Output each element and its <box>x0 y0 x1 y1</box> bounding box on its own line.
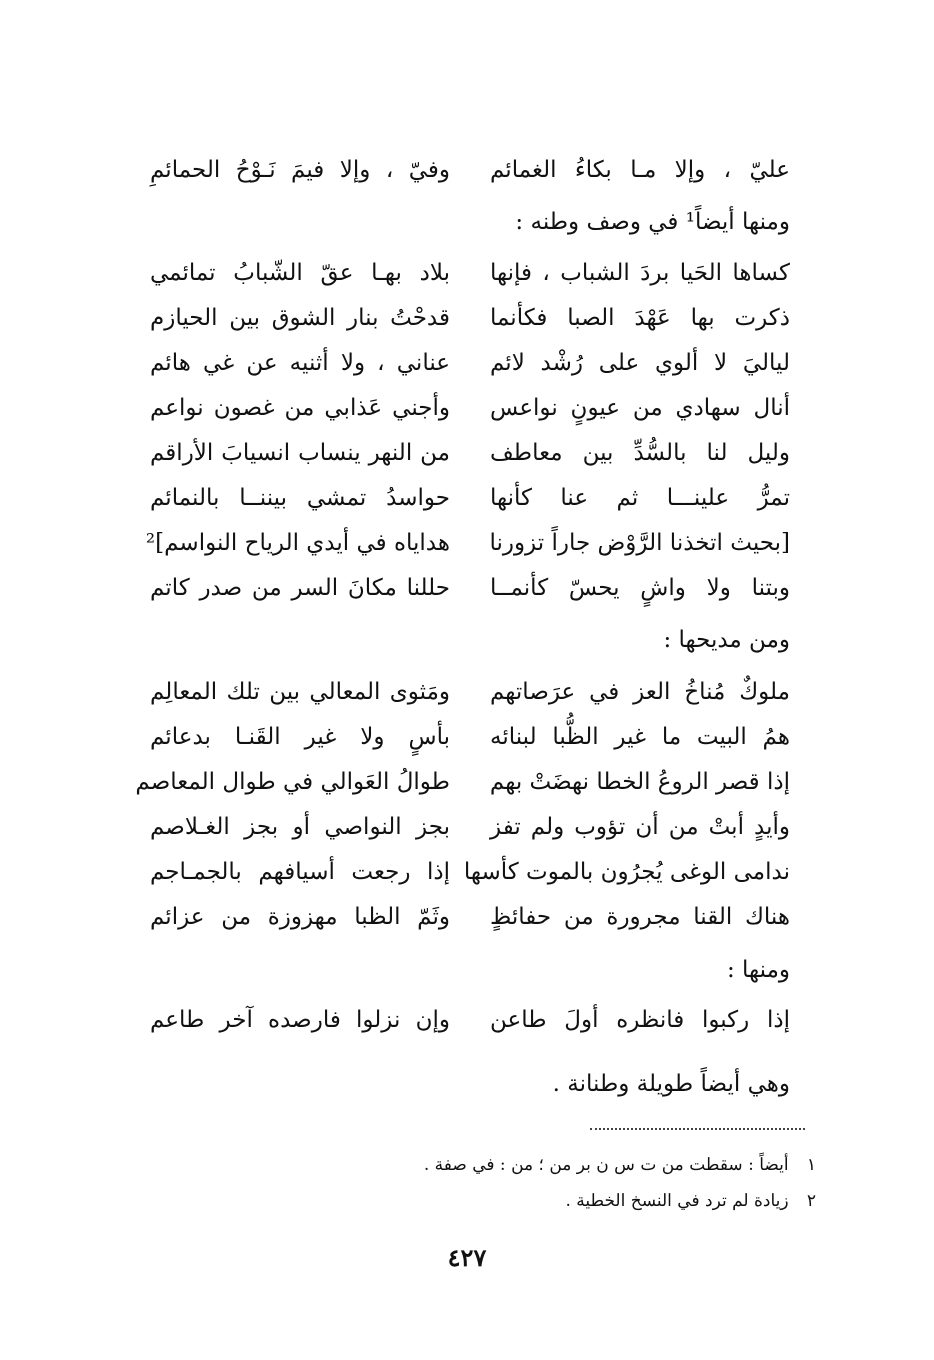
verse-line <box>135 760 790 804</box>
verse-second-hemistich: وثَمّ الظبا مهزوزة من عزائم <box>150 904 450 930</box>
verse-line <box>150 895 790 939</box>
verse-first-hemistich: عليّ ، وإلا مـا بكاءُ الغمائم <box>490 157 790 183</box>
verse-line <box>150 296 790 340</box>
verse-second-hemistich: عناني ، ولا أثنيه عن غي هائم <box>150 350 450 376</box>
verse-first-hemistich: هناك القنا مجرورة من حفائظٍ <box>490 904 790 930</box>
closing-text: وهي أيضاً طويلة وطنانة . <box>552 1071 790 1097</box>
page-number: ٤٢٧ <box>447 1243 487 1272</box>
verse-line <box>150 715 790 759</box>
verse-line <box>145 521 790 565</box>
intro-text: ومن مديحها : <box>663 627 790 653</box>
footnote-number: ١ <box>806 1155 816 1175</box>
prose-line <box>150 200 790 244</box>
verse-second-hemistich: بلاد بهـا عقّ الشّبابُ تمائمي <box>150 260 450 286</box>
footnote-separator <box>590 1128 805 1130</box>
verse-second-hemistich: من النهر ينساب انسيابَ الأراقم <box>150 440 450 466</box>
footnote-text: زيادة لم ترد في النسخ الخطية . <box>565 1191 789 1211</box>
verse-line <box>150 431 790 475</box>
verse-first-hemistich: إذا قصر الروعُ الخطا نهضَتْ بهم <box>489 769 790 795</box>
verse-second-hemistich: حواسدُ تمشي بيننــا بالنمائم <box>150 485 450 511</box>
verse-first-hemistich: همُ البيت ما غير الظُّبا لبنائه <box>490 724 790 750</box>
verse-first-hemistich: وبتنا ولا واشٍ يحسّ كأنمــا <box>490 575 790 601</box>
verse-first-hemistich: وأيدٍ أبتْ من أن تؤوب ولم تفز <box>490 814 790 840</box>
verse-second-hemistich: بأسٍ ولا غير القَنـا بدعائم <box>150 724 450 750</box>
intro-text: ومنها أيضاً¹ في وصف وطنه : <box>515 209 790 235</box>
verse-second-hemistich: إذا رجعت أسيافهم بالجمـاجم <box>150 859 450 885</box>
verse-line <box>150 566 790 610</box>
footnote <box>256 1186 816 1216</box>
verse-first-hemistich: ملوكٌ مُناخُ العز في عرَصاتهم <box>490 679 790 705</box>
verse-first-hemistich: أنال سهادي من عيونٍ نواعس <box>490 395 790 421</box>
verse-first-hemistich: تمرُّ علينـــا ثم عنا كأنها <box>490 485 790 511</box>
verse-first-hemistich: [بحيث اتخذنا الرَّوْض جاراً تزورنا <box>489 530 790 556</box>
verse-line <box>150 476 790 520</box>
verse-second-hemistich: وإن نزلوا فارصده آخر طاعم <box>150 1007 450 1033</box>
verse-line <box>150 251 790 295</box>
verse-first-hemistich: ندامى الوغى يُجرُون بالموت كأسها <box>463 859 790 885</box>
footnote <box>256 1150 816 1180</box>
verse-line <box>150 341 790 385</box>
verse-first-hemistich: ذكرت بها عَهْدَ الصبا فكأنما <box>490 305 790 331</box>
verse-line <box>150 386 790 430</box>
verse-line <box>150 850 790 894</box>
verse-line <box>150 670 790 714</box>
verse-first-hemistich: إذا ركبوا فانظره أولَ طاعن <box>490 1007 790 1033</box>
footnote-number: ٢ <box>806 1191 816 1211</box>
verse-line <box>150 148 790 192</box>
verse-second-hemistich: وفيّ ، وإلا فيمَ نَـوْحُ الحمائمِ <box>150 157 450 183</box>
prose-line <box>150 1062 790 1106</box>
verse-second-hemistich: ومَثوى المعالي بين تلك المعالِم <box>150 679 450 705</box>
footnote-text: أيضاً : سقطت من ت س ن بر من ؛ من : في صفة . <box>423 1155 789 1175</box>
verse-second-hemistich: حللنا مكانَ السر من صدر كاتم <box>150 575 450 601</box>
verse-first-hemistich: وليل لنا بالسُّدِّ بين معاطف <box>490 440 790 466</box>
verse-second-hemistich: بجز النواصي أو بجز الغـلاصم <box>150 814 450 840</box>
verse-second-hemistich: هداياه في أيدي الرياح النواسم]² <box>145 530 450 556</box>
verse-second-hemistich: وأجني عَذابي من غصون نواعم <box>150 395 450 421</box>
prose-line <box>150 948 790 992</box>
verse-line <box>150 998 790 1042</box>
verse-second-hemistich: طوالُ العَوالي في طوال المعاصم <box>135 769 450 795</box>
verse-first-hemistich: كساها الحَيا بردَ الشباب ، فإنها <box>490 260 790 286</box>
intro-text: ومنها : <box>726 957 790 983</box>
verse-line <box>150 805 790 849</box>
verse-first-hemistich: لياليَ لا ألوي على رُشْد لائم <box>490 350 790 376</box>
verse-second-hemistich: قدحْتُ بنار الشوق بين الحيازم <box>150 305 450 331</box>
prose-line <box>150 618 790 662</box>
